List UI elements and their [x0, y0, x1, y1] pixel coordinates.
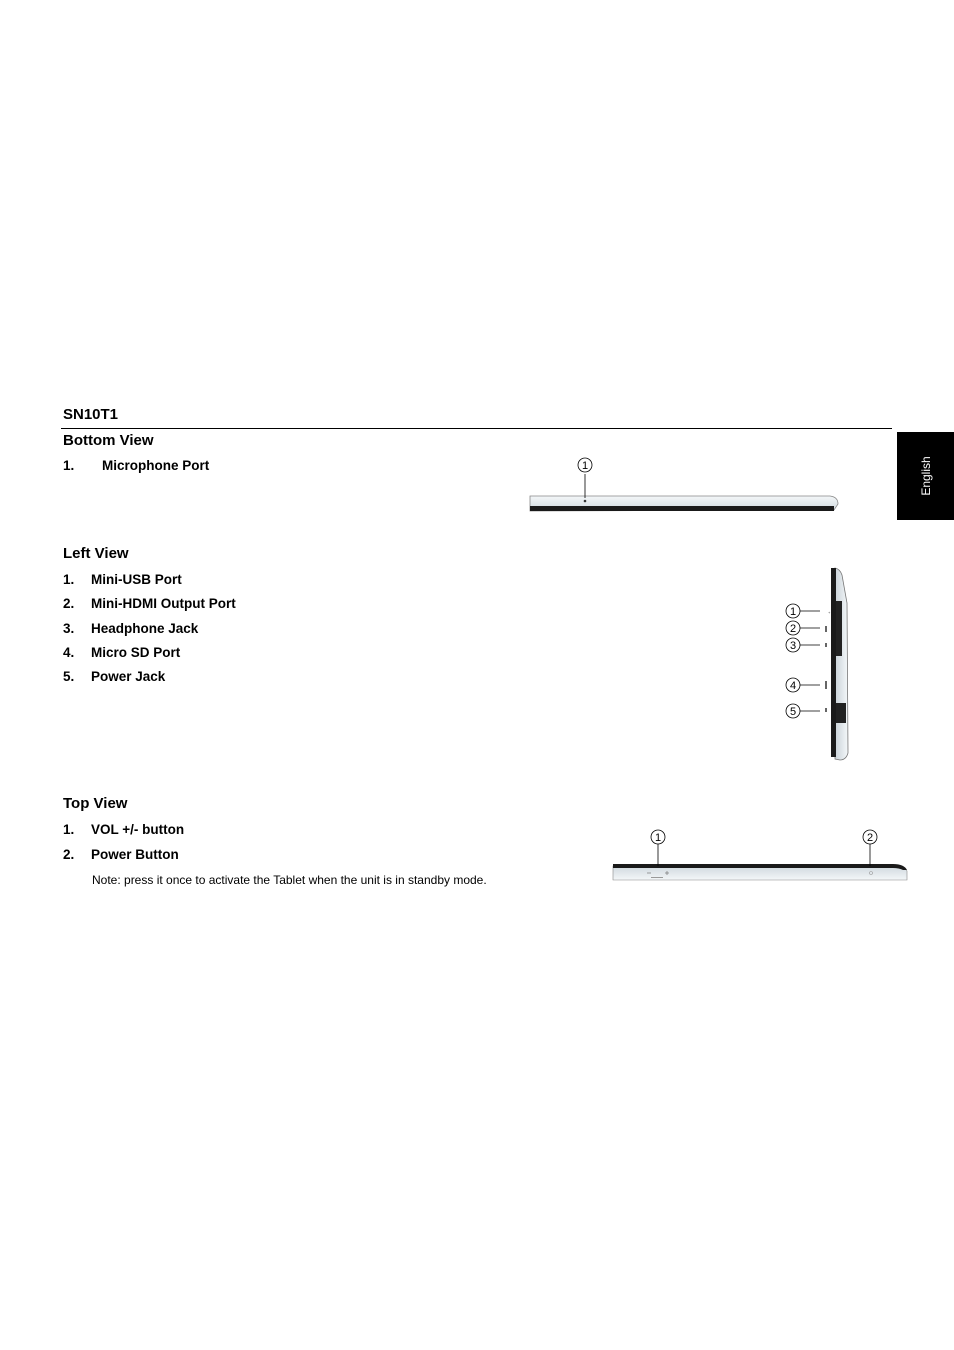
callout-3 — [786, 638, 820, 652]
svg-text:2: 2 — [789, 623, 797, 635]
svg-text:4: 4 — [789, 680, 797, 692]
item-number: 3. — [63, 621, 75, 636]
item-label: Headphone Jack — [91, 621, 199, 636]
svg-text:1: 1 — [789, 606, 797, 618]
callout-4 — [786, 678, 820, 692]
port-label-mark — [825, 681, 827, 689]
svg-text:2: 2 — [866, 832, 874, 844]
callout-1 — [651, 830, 665, 866]
left-view-item-3 — [63, 621, 198, 636]
item-number: 1. — [63, 458, 75, 473]
power-jack-cover — [836, 703, 846, 723]
title-divider — [61, 428, 892, 429]
port-cover — [836, 601, 842, 656]
top-view-item-1 — [63, 822, 184, 837]
top-view-illustration — [605, 824, 915, 884]
callout-5 — [786, 704, 820, 718]
svg-text:5: 5 — [789, 706, 797, 718]
item-label: Power Jack — [91, 669, 166, 684]
svg-text:3: 3 — [789, 640, 797, 652]
item-number: 1. — [63, 822, 75, 837]
item-label: Microphone Port — [102, 458, 210, 473]
language-tab-label: English — [918, 456, 933, 496]
item-number: 4. — [63, 645, 75, 660]
callout-1 — [578, 458, 592, 472]
port-label-mark: + — [828, 610, 831, 615]
callout-1 — [786, 604, 820, 618]
microphone-port-mark — [584, 500, 587, 503]
vol-label-mark — [651, 877, 663, 878]
item-label: Mini-HDMI Output Port — [91, 596, 236, 611]
svg-text:1: 1 — [581, 460, 589, 472]
top-view-item-2 — [63, 847, 179, 862]
item-number: 2. — [63, 847, 75, 862]
left-view-item-4 — [63, 645, 180, 660]
left-view-item-1 — [63, 572, 182, 587]
callout-2 — [786, 621, 820, 635]
tablet-side-bezel — [831, 568, 836, 757]
bottom-view-title: Bottom View — [63, 432, 154, 449]
port-label-mark — [825, 626, 827, 632]
language-tab — [897, 432, 954, 520]
left-view-title: Left View — [63, 545, 129, 562]
model-title: SN10T1 — [63, 406, 119, 423]
top-view-title: Top View — [63, 795, 128, 812]
bottom-view-illustration — [525, 454, 845, 516]
power-button-note: Note: press it once to activate the Tablet when the unit is in standby mode. — [92, 873, 487, 887]
item-label: VOL +/- button — [91, 822, 185, 837]
svg-text:1: 1 — [654, 832, 662, 844]
item-label: Power Button — [91, 847, 179, 862]
callout-2 — [863, 830, 877, 866]
tablet-side-edge — [835, 568, 848, 760]
item-label: Mini-USB Port — [91, 572, 182, 587]
item-number: 1. — [63, 572, 75, 587]
port-label-mark — [825, 708, 827, 712]
left-view-item-2 — [63, 596, 236, 611]
item-number: 2. — [63, 596, 75, 611]
port-label-mark — [825, 643, 827, 647]
item-number: 5. — [63, 669, 75, 684]
bottom-view-item-1 — [63, 458, 209, 473]
left-view-illustration — [780, 563, 860, 765]
tablet-bezel-strip — [530, 506, 834, 511]
left-view-item-5 — [63, 669, 165, 684]
item-label: Micro SD Port — [91, 645, 181, 660]
